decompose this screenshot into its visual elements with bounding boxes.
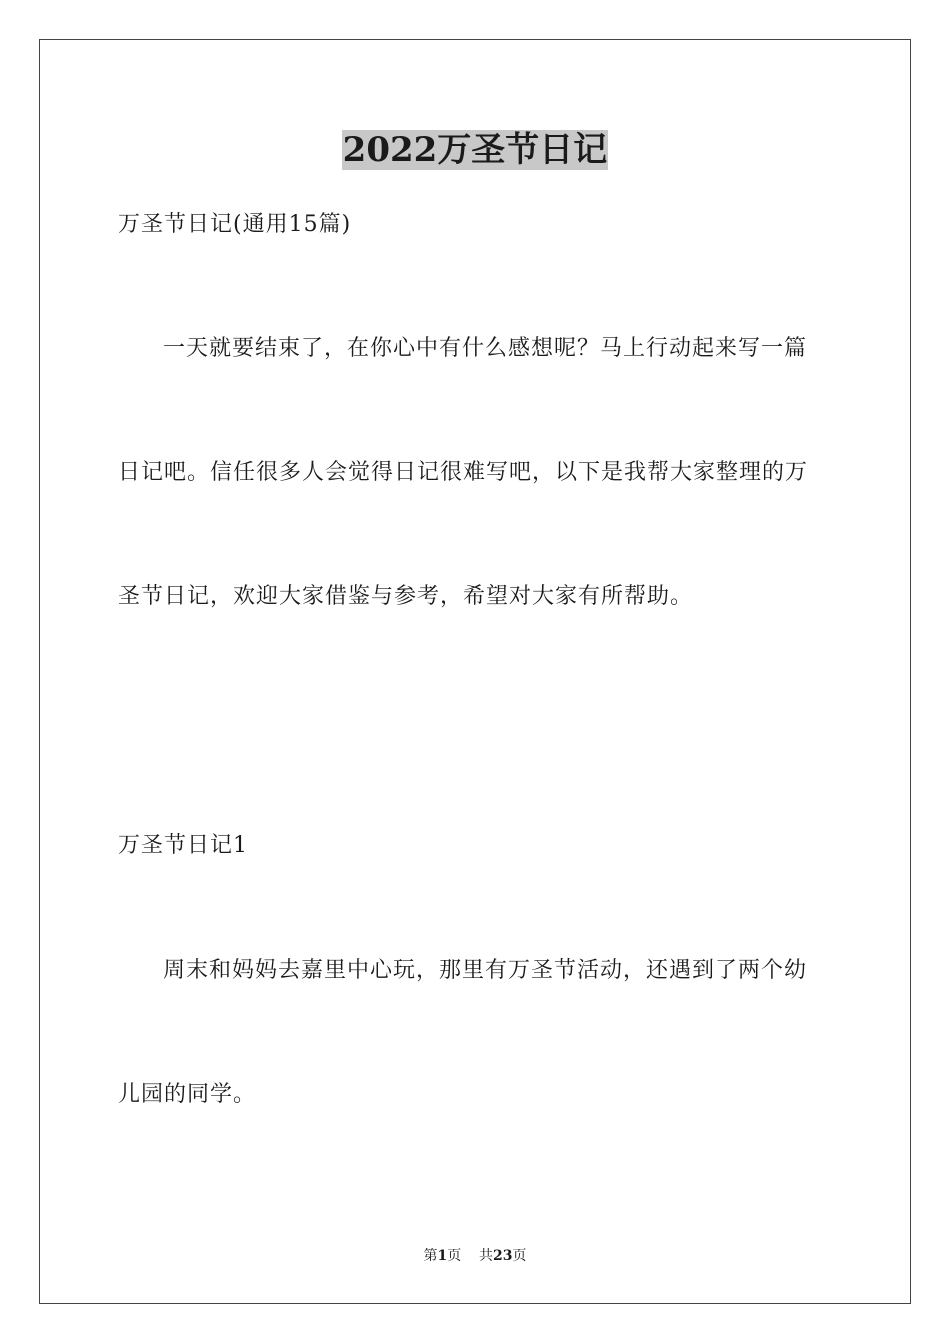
section-line-2: 儿园的同学。	[118, 1082, 257, 1107]
footer-total-unit: 页	[512, 1248, 527, 1264]
footer-page-current: 1	[437, 1248, 448, 1264]
footer-total-prefix: 共	[479, 1248, 494, 1264]
section-line-1: 周末和妈妈去嘉里中心玩，那里有万圣节活动，还遇到了两个幼	[163, 958, 808, 983]
page-footer	[0, 1246, 950, 1266]
section-heading: 万圣节日记1	[118, 833, 248, 858]
footer-page-prefix: 第	[423, 1248, 438, 1264]
intro-line-2: 日记吧。信任很多人会觉得日记很难写吧，以下是我帮大家整理的万	[118, 460, 809, 485]
intro-line-3: 圣节日记，欢迎大家借鉴与参考，希望对大家有所帮助。	[118, 584, 694, 609]
intro-line-1: 一天就要结束了，在你心中有什么感想呢？马上行动起来写一篇	[163, 336, 808, 361]
document-subtitle: 万圣节日记(通用15篇)	[118, 212, 352, 237]
document-title	[0, 128, 950, 172]
footer-total-pages: 23	[493, 1248, 513, 1264]
footer-page-unit: 页	[447, 1248, 462, 1264]
document-title-text: 2022万圣节日记	[342, 130, 608, 170]
